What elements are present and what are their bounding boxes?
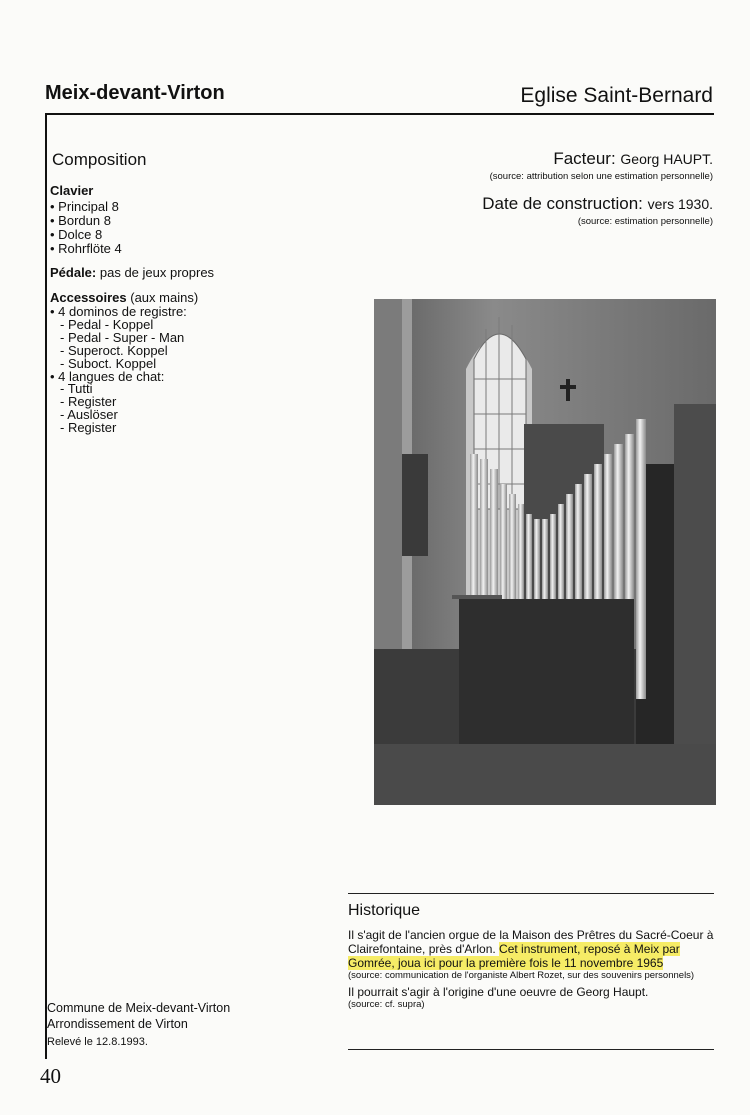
list-item: • Bordun 8 [50,213,111,228]
list-heading: • 4 dominos de registre: [50,304,187,319]
facteur-line [553,149,713,169]
facteur-label: Facteur: [553,149,616,168]
historique-divider-bottom [348,1049,714,1050]
accessoires-heading [50,290,198,305]
composition-heading: Composition [52,150,147,169]
list-item: - Register [60,420,117,436]
page-number: 40 [40,1064,61,1088]
commune-block [47,1000,230,1032]
historique-text: Il s'agit de l'ancien orgue de la Maison des Prêtres du Sacré-Coeur à Clairefontaine, près d'Arlon. [348,928,714,956]
commune-name: Commune de Meix-devant-Virton [47,1001,231,1015]
arrondissement-name: Arrondissement de Virton [47,1017,188,1031]
historique-text-2: Il pourrait s'agir à l'origine d'une oeuvre de Georg Haupt. [348,985,649,999]
list-item: - Auslöser [60,407,118,423]
date-line [482,194,713,214]
clavier-heading: Clavier [50,183,94,198]
facteur-value: Georg HAUPT. [620,151,713,167]
list-item: - Pedal - Koppel [60,316,154,332]
facteur-source: (source: attribution selon une estimation personnelle) [489,171,713,182]
releve-date: Relevé le 12.8.1993. [47,1036,148,1048]
header-divider [45,113,714,115]
list-item: • Principal 8 [50,199,119,214]
historique-paragraph [348,928,718,970]
place-title: Meix-devant-Virton [45,82,225,104]
historique-source-2: (source: cf. supra) [348,999,425,1010]
organ-photo [374,299,716,805]
historique-source: (source: communication de l'organiste Albert Rozet, sur des souvenirs personnels) [348,970,695,981]
list-item: - Suboct. Koppel [60,355,157,371]
date-source: (source: estimation personnelle) [577,216,713,227]
list-item: • Dolce 8 [50,227,103,242]
left-divider [45,113,47,1059]
pedale-value: pas de jeux propres [99,265,215,280]
list-item: - Tutti [60,381,93,397]
pedale-line [50,265,214,280]
list-item: - Register [60,394,117,410]
church-title: Eglise Saint-Bernard [520,84,713,107]
accessoires-label: Accessoires [50,290,127,305]
date-value: vers 1930. [647,196,713,212]
historique-heading: Historique [348,902,421,919]
list-item: - Pedal - Super - Man [60,329,185,345]
pedale-label: Pédale: [50,265,97,280]
date-label: Date de construction: [482,194,643,213]
accessoires-note: (aux mains) [130,290,199,305]
historique-divider-top [348,893,714,894]
clavier-list [50,200,122,256]
list-item: - Superoct. Koppel [60,342,168,358]
list-item: • Rohrflöte 4 [50,241,122,256]
historique-highlight: Cet instrument, reposé à Meix par Gomrée, joua ici pour la première fois le 11 novembre 1965 [348,942,680,970]
accessoires-list [50,306,187,435]
list-heading: • 4 langues de chat: [50,368,165,384]
historique-body [348,928,718,1010]
